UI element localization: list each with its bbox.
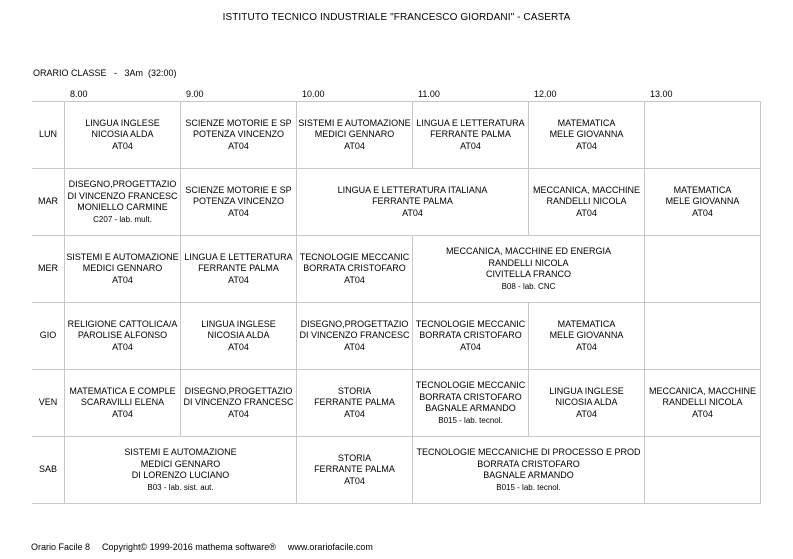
lesson-cell — [65, 370, 181, 437]
lesson-cell — [529, 303, 645, 370]
lesson-cell — [297, 303, 413, 370]
lesson-detail: AT04 — [112, 408, 133, 419]
lesson-detail: AT04 — [460, 140, 481, 151]
empty-slot — [645, 236, 761, 303]
lesson-detail: MEDICI GENNARO — [314, 129, 395, 140]
subject-name: MECCANICA, MACCHINE ED ENERGIA — [445, 246, 612, 256]
lesson-detail: RANDELLI NICOLA — [488, 257, 569, 268]
lesson-detail: POTENZA VINCENZO — [192, 129, 284, 140]
lesson-cell — [529, 370, 645, 437]
hour-label: 9.00 — [186, 89, 204, 99]
day-label: MER — [32, 236, 65, 303]
subject-name: TECNOLOGIE MECCANIC — [415, 318, 526, 329]
lesson-detail: DI VINCENZO FRANCESC — [183, 397, 294, 408]
footer-website: www.orariofacile.com — [287, 542, 373, 552]
lesson-detail: BAGNALE ARMANDO — [483, 470, 574, 480]
subject-name: DISEGNO,PROGETTAZIO — [184, 385, 293, 396]
subject-name: MATEMATICA — [673, 184, 732, 195]
lesson-cell — [181, 370, 297, 437]
hour-label: 8.00 — [70, 89, 88, 99]
subject-name: RELIGIONE CATTOLICA/A — [67, 318, 178, 329]
lesson-detail: C207 - lab. mult. — [93, 214, 152, 224]
lesson-detail: AT04 — [576, 341, 597, 352]
lesson-detail: BORRATA CRISTOFARO — [477, 458, 580, 469]
lesson-detail: AT04 — [344, 408, 365, 419]
lesson-detail: MELE GIOVANNA — [549, 330, 624, 341]
lesson-detail: AT04 — [228, 140, 249, 151]
lesson-detail: AT04 — [692, 207, 713, 218]
day-label: LUN — [32, 102, 65, 169]
lesson-detail: AT04 — [344, 140, 365, 151]
timetable-row — [32, 169, 761, 236]
timetable-row — [32, 102, 761, 169]
lesson-cell — [645, 169, 761, 236]
lesson-detail: BORRATA CRISTOFARO — [419, 391, 522, 402]
lesson-detail: RANDELLI NICOLA — [546, 196, 627, 207]
lesson-detail: B015 - lab. tecnol. — [438, 415, 503, 425]
lesson-detail: AT04 — [228, 408, 249, 419]
school-title: ISTITUTO TECNICO INDUSTRIALE "FRANCESCO GIORDANI" - CASERTA — [222, 12, 571, 23]
empty-slot — [645, 102, 761, 169]
lesson-detail: AT04 — [460, 341, 481, 352]
lesson-detail: B015 - lab. tecnol. — [496, 482, 561, 492]
lesson-detail: AT04 — [228, 274, 249, 285]
lesson-cell — [529, 102, 645, 169]
subject-name: DISEGNO,PROGETTAZIO — [300, 318, 409, 329]
subject-name: TECNOLOGIE MECCANIC — [415, 380, 526, 390]
lesson-detail: DI LORENZO LUCIANO — [131, 470, 230, 480]
hour-label: 13.00 — [650, 89, 673, 99]
subject-name: STORIA — [337, 452, 372, 463]
lesson-cell — [529, 169, 645, 236]
timetable-row — [32, 236, 761, 303]
subject-name: LINGUA E LETTERATURA — [184, 251, 293, 262]
lesson-detail: NICOSIA ALDA — [91, 129, 154, 140]
subject-name: TECNOLOGIE MECCANIC — [299, 251, 410, 262]
lesson-cell — [297, 236, 413, 303]
lesson-detail: AT04 — [344, 341, 365, 352]
day-label: VEN — [32, 370, 65, 437]
lesson-cell — [413, 236, 645, 303]
subject-name: MECCANICA, MACCHINE — [532, 184, 640, 195]
lesson-detail: AT04 — [576, 408, 597, 419]
subject-name: SCIENZE MOTORIE E SP — [185, 184, 292, 195]
lesson-cell — [181, 102, 297, 169]
lesson-detail: AT04 — [228, 341, 249, 352]
subject-name: STORIA — [337, 385, 372, 396]
footer-product: Orario Facile 8 — [31, 542, 91, 552]
lesson-cell — [413, 437, 645, 504]
lesson-detail: AT04 — [402, 207, 423, 218]
lesson-detail: AT04 — [576, 207, 597, 218]
lesson-detail: BAGNALE ARMANDO — [425, 403, 516, 413]
lesson-cell — [297, 169, 529, 236]
subject-name: SISTEMI E AUTOMAZIONE — [298, 117, 411, 128]
lesson-detail: CIVITELLA FRANCO — [485, 269, 572, 279]
timetable-grid — [32, 101, 761, 504]
lesson-detail: AT04 — [112, 341, 133, 352]
subject-name: DISEGNO,PROGETTAZIO — [68, 179, 177, 189]
lesson-detail: AT04 — [112, 274, 133, 285]
footer — [31, 542, 385, 552]
lesson-detail: NICOSIA ALDA — [207, 330, 270, 341]
lesson-detail: POTENZA VINCENZO — [192, 196, 284, 207]
lesson-detail: FERRANTE PALMA — [314, 464, 395, 475]
lesson-detail: DI VINCENZO FRANCESC — [67, 190, 178, 201]
subject-name: SISTEMI E AUTOMAZIONE — [124, 447, 237, 457]
lesson-detail: FERRANTE PALMA — [314, 397, 395, 408]
lesson-cell — [65, 102, 181, 169]
hour-label: 12.00 — [534, 89, 557, 99]
lesson-detail: AT04 — [112, 140, 133, 151]
lesson-detail: NICOSIA ALDA — [555, 397, 618, 408]
timetable-row — [32, 303, 761, 370]
subject-name: LINGUA INGLESE — [201, 318, 276, 329]
lesson-detail: FERRANTE PALMA — [430, 129, 511, 140]
lesson-detail: B03 - lab. sist. aut. — [147, 482, 214, 492]
timetable-row — [32, 437, 761, 504]
day-label: SAB — [32, 437, 65, 504]
lesson-cell — [65, 437, 297, 504]
lesson-detail: SCARAVILLI ELENA — [80, 397, 165, 408]
subject-name: SISTEMI E AUTOMAZIONE — [66, 251, 179, 262]
lesson-cell — [413, 102, 529, 169]
subject-name: LINGUA E LETTERATURA ITALIANA — [337, 184, 488, 195]
lesson-cell — [181, 303, 297, 370]
lesson-cell — [181, 236, 297, 303]
lesson-detail: MEDICI GENNARO — [140, 458, 221, 469]
empty-slot — [645, 303, 761, 370]
subject-name: LINGUA INGLESE — [549, 385, 624, 396]
hour-label: 11.00 — [418, 89, 440, 99]
lesson-detail: AT04 — [344, 274, 365, 285]
lesson-detail: AT04 — [344, 475, 365, 486]
lesson-detail: MEDICI GENNARO — [82, 263, 163, 274]
lesson-detail: DI VINCENZO FRANCESC — [299, 330, 410, 341]
lesson-cell — [65, 236, 181, 303]
lesson-cell — [413, 370, 529, 437]
lesson-cell — [297, 370, 413, 437]
subject-name: MECCANICA, MACCHINE — [648, 385, 756, 396]
lesson-detail: AT04 — [576, 140, 597, 151]
empty-slot — [645, 437, 761, 504]
footer-copyright: Copyright© 1999-2016 mathema software® — [102, 542, 276, 552]
subject-name: MATEMATICA — [557, 318, 616, 329]
lesson-detail: MONIELLO CARMINE — [77, 202, 168, 212]
subject-name: LINGUA INGLESE — [85, 117, 160, 128]
lesson-cell — [65, 303, 181, 370]
day-label: GIO — [32, 303, 65, 370]
timetable-row — [32, 370, 761, 437]
lesson-detail: BORRATA CRISTOFARO — [419, 330, 522, 341]
day-label: MAR — [32, 169, 65, 236]
lesson-detail: MELE GIOVANNA — [549, 129, 624, 140]
lesson-detail: PAROLISE ALFONSO — [77, 330, 168, 341]
lesson-cell — [645, 370, 761, 437]
lesson-detail: FERRANTE PALMA — [372, 196, 453, 207]
subject-name: MATEMATICA E COMPLE — [69, 385, 176, 396]
lesson-detail: BORRATA CRISTOFARO — [303, 263, 406, 274]
lesson-cell — [413, 303, 529, 370]
lesson-detail: B08 - lab. CNC — [501, 281, 556, 291]
hour-label: 10.00 — [302, 89, 325, 99]
lesson-detail: FERRANTE PALMA — [198, 263, 279, 274]
subject-name: MATEMATICA — [557, 117, 616, 128]
lesson-cell — [297, 437, 413, 504]
lesson-cell — [181, 169, 297, 236]
class-timetable-subtitle: ORARIO CLASSE - 3Am (32:00) — [33, 68, 177, 78]
lesson-detail: RANDELLI NICOLA — [662, 397, 743, 408]
lesson-detail: AT04 — [692, 408, 713, 419]
subject-name: TECNOLOGIE MECCANICHE DI PROCESSO E PROD — [416, 447, 641, 457]
subject-name: LINGUA E LETTERATURA — [416, 117, 525, 128]
lesson-cell — [297, 102, 413, 169]
lesson-detail: MELE GIOVANNA — [665, 196, 740, 207]
lesson-cell — [65, 169, 181, 236]
subject-name: SCIENZE MOTORIE E SP — [185, 117, 292, 128]
lesson-detail: AT04 — [228, 207, 249, 218]
